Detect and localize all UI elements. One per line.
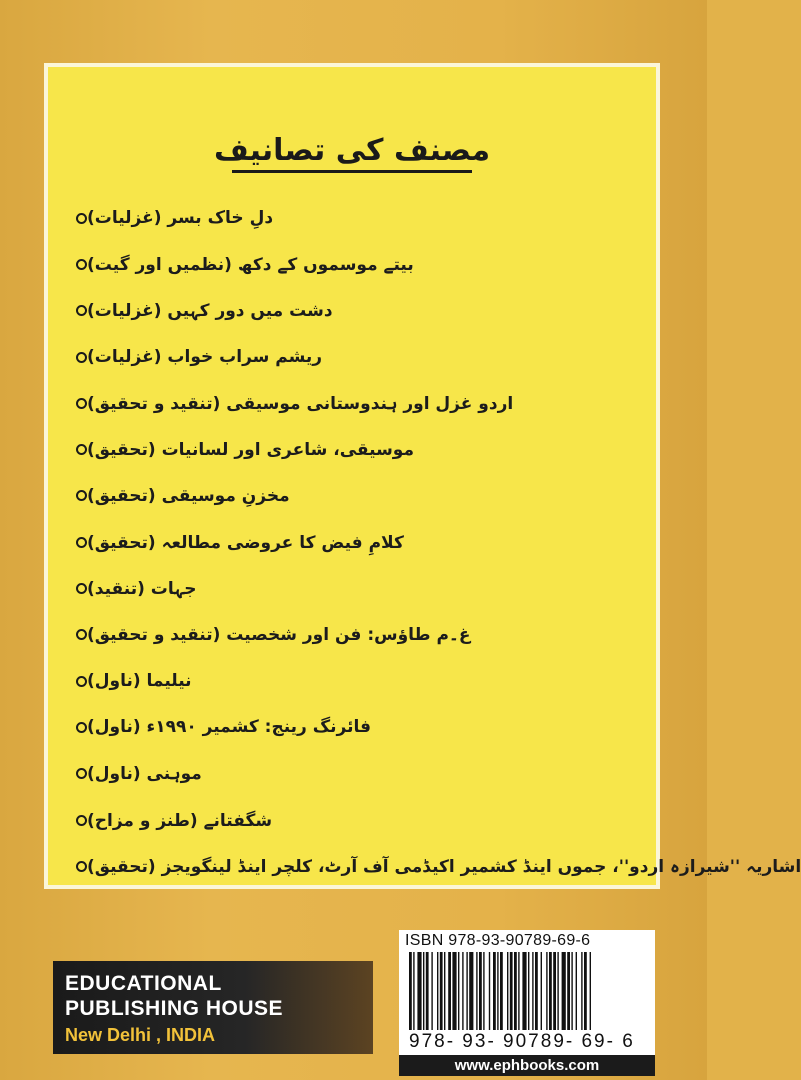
work-title: غ۔م طاؤس: فن اور شخصیت (تنقید و تحقیق): [87, 625, 471, 646]
works-panel: [44, 63, 801, 889]
publisher-website: www.ephbooks.com: [399, 1055, 655, 1076]
page-title: مصنف کی تصانیف: [213, 133, 491, 168]
publisher-location: New Delhi , INDIA: [65, 1025, 216, 1045]
circle-bullet-icon: [76, 861, 87, 872]
circle-bullet-icon: [76, 537, 87, 548]
isbn-digits: 978- 93- 90789- 69- 6: [409, 1031, 635, 1052]
isbn-label: ISBN 978-93-90789-69-6: [405, 932, 591, 949]
circle-bullet-icon: [76, 815, 87, 826]
publisher-logo: [53, 961, 373, 1054]
list-item: [68, 843, 801, 889]
isbn-barcode: [399, 930, 655, 1076]
work-title: دشت میں دور کہیں (غزلیات): [87, 301, 333, 322]
list-item: [68, 565, 628, 611]
heading-block: [48, 133, 656, 173]
title-underline: [232, 170, 472, 173]
work-title: موہنی (ناول): [87, 764, 202, 785]
work-title: دلِ خاک بسر (غزلیات): [87, 208, 274, 229]
circle-bullet-icon: [76, 305, 87, 316]
list-item: [68, 704, 628, 750]
list-item: [68, 380, 628, 426]
list-item: [68, 426, 628, 472]
list-item: [68, 797, 628, 843]
list-item: [68, 751, 628, 797]
circle-bullet-icon: [76, 398, 87, 409]
works-list: [68, 195, 801, 889]
circle-bullet-icon: [76, 444, 87, 455]
work-title: موسیقی، شاعری اور لسانیات (تحقیق): [87, 439, 414, 460]
circle-bullet-icon: [76, 352, 87, 363]
circle-bullet-icon: [76, 213, 87, 224]
work-title: بیتے موسموں کے دکھ (نظمیں اور گیت): [87, 254, 414, 275]
work-title: کلامِ فیض کا عروضی مطالعہ (تحقیق): [87, 532, 404, 553]
list-item: [68, 473, 628, 519]
barcode-bars-icon: [409, 952, 645, 1030]
work-title: اردو غزل اور ہندوستانی موسیقی (تنقید و تحقیق): [87, 393, 514, 414]
circle-bullet-icon: [76, 259, 87, 270]
work-title: نیلیما (ناول): [87, 671, 192, 692]
work-title: شگفتانے (طنز و مزاح): [87, 810, 273, 831]
circle-bullet-icon: [76, 676, 87, 687]
list-item: [68, 658, 628, 704]
list-item: [68, 334, 628, 380]
list-item: [68, 519, 628, 565]
list-item: [68, 241, 628, 287]
list-item: [68, 612, 628, 658]
circle-bullet-icon: [76, 629, 87, 640]
list-item: [68, 288, 628, 334]
work-title: ریشم سراب خواب (غزلیات): [87, 347, 323, 368]
work-title: مخزنِ موسیقی (تحقیق): [87, 485, 290, 506]
circle-bullet-icon: [76, 722, 87, 733]
circle-bullet-icon: [76, 768, 87, 779]
circle-bullet-icon: [76, 490, 87, 501]
work-title: فائرنگ رینج: کشمیر ۱۹۹۰ء (ناول): [87, 717, 372, 738]
work-title: جہات (تنقید): [87, 579, 197, 600]
list-item: [68, 195, 628, 241]
publisher-name-line2: PUBLISHING HOUSE: [65, 997, 284, 1020]
circle-bullet-icon: [76, 583, 87, 594]
publisher-name-line1: EDUCATIONAL: [65, 972, 222, 995]
work-title: اشاریہ ''شیرازہ اردو''، جموں اینڈ کشمیر اکیڈمی آف آرٹ، کلچر اینڈ لینگویجز (تحقیق): [87, 856, 801, 877]
